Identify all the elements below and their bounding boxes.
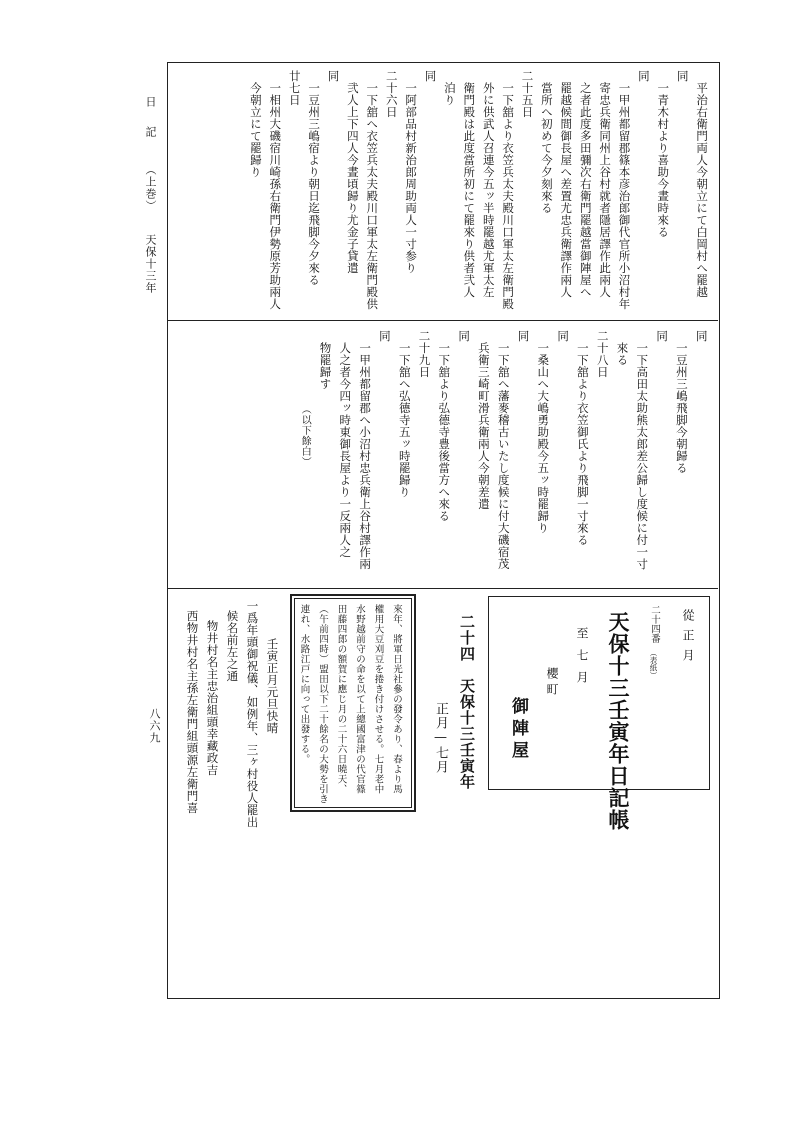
- top-entry-line: 外に供武人召連今五ッ半時罷越尤軍太左: [481, 82, 496, 298]
- title-cover-note: （表紙）: [649, 649, 658, 679]
- top-entry-line: 同: [326, 70, 341, 82]
- title-from-month: 從正月: [681, 609, 695, 669]
- header-year: 天保十三年: [144, 234, 157, 294]
- note-line: （午前四時）盟田以下二十餘名の大勢を引き: [317, 604, 328, 804]
- header-char-day: 日: [144, 96, 157, 108]
- top-entry-line: 二十五日: [520, 70, 535, 118]
- title-place-sakuramachi: 櫻町: [545, 667, 559, 699]
- top-entry-line: 泊り: [442, 82, 457, 106]
- chapter-subheading: 正月—七月: [433, 702, 448, 774]
- top-entry-line: 廿七日: [287, 70, 302, 106]
- top-entry-line: 一甲州都留郡篠本彦治郎御代官所小沼村年: [617, 82, 632, 310]
- title-cover-number: 二十四番: [649, 605, 660, 643]
- mid-entry-line: 一下舘より弘德寺豊後當方へ來る: [437, 342, 452, 522]
- mid-entry-line: 二十九日: [417, 330, 432, 378]
- note-line: 連れ、水路江戸に向って出發する。: [298, 604, 310, 764]
- mid-entry-line: 一下高田太助熊太郎差公歸し度候に付一寸: [635, 342, 650, 570]
- note-line: 田藤四郎の額賀に應じ月の二十六日曉天、: [335, 604, 347, 794]
- mid-entry-line: 來る: [615, 342, 630, 366]
- top-entry-line: 同: [423, 70, 438, 82]
- mid-entry-line: 同: [694, 330, 709, 342]
- top-entry-line: 衛門殿は此度當所初にて罷來り供者弐人: [462, 82, 477, 298]
- mid-entry-line: 一豆州三嶋飛脚今朝歸る: [674, 342, 689, 474]
- header-volume: （上巻）: [144, 164, 157, 212]
- mid-entry-line: 一下舘より衣笠御氏より飛脚一寸來る: [575, 342, 590, 546]
- top-entry-line: 今朝立にて罷歸り: [248, 82, 263, 178]
- mid-entry-line: 一下舘へ藩麥稽古いたし度候に付大磯宿茂: [496, 342, 511, 570]
- mid-entry-line: 同: [655, 330, 670, 342]
- note-line: 權用大豆刈豆を捲き付けさせる。七月老中: [372, 604, 384, 794]
- top-entry-line: 一相州大磯宿川崎孫右衛門伊勢原芳助兩人: [268, 82, 283, 310]
- top-entry-line: 同: [636, 70, 651, 82]
- top-entry-line: 當所へ初めて今夕刻來る: [539, 82, 554, 214]
- entry-line: 壬寅正月元旦快晴: [265, 638, 280, 734]
- top-entry-line: 一下舘より衣笠兵太夫殿川口軍太左衛門殿: [501, 82, 516, 310]
- top-entry-line: 平治右衛門両人今朝立にて白岡村へ罷越: [695, 82, 710, 298]
- mid-entry-line: 一下舘へ弘德寺五ッ時罷歸り: [397, 342, 412, 498]
- top-entry-line: 同: [675, 70, 690, 82]
- top-entry-line: 一青木村より喜助今晝時來る: [656, 82, 671, 238]
- mid-entry-line: （以下餘白）: [299, 404, 311, 467]
- note-text: [294, 600, 410, 804]
- top-entry-line: 之者此度多田彌次右衛門罷越當御陣屋へ: [578, 82, 593, 298]
- mid-entry-line: 同: [457, 330, 472, 342]
- mid-entry-line: 一甲州都留郡へ小沼村忠兵衛上谷村譯作兩: [358, 342, 373, 570]
- entry-text: [170, 596, 286, 896]
- mid-entry-line: 同: [556, 330, 571, 342]
- title-box: [488, 596, 710, 831]
- mid-entry-line: 二十八日: [595, 330, 610, 378]
- entry-line: 候名前左之通: [225, 610, 240, 682]
- section-divider-lower: [167, 588, 718, 589]
- diary-main-title: 天保十三壬寅年日記帳: [606, 611, 631, 831]
- mid-entry-line: 物罷歸す: [318, 342, 333, 390]
- top-section: [170, 66, 715, 316]
- top-entry-line: 罷越候間御長屋へ差置尤忠兵衛譯作兩人: [559, 82, 574, 298]
- running-header: [140, 96, 162, 316]
- page-number: 八六九: [148, 708, 161, 744]
- title-to-month: 至七月: [575, 627, 589, 693]
- section-divider-upper: [167, 320, 718, 321]
- mid-entry-line: 兵衛三崎町滑兵衛兩人今朝差遣: [476, 342, 491, 510]
- note-line: 來年、將軍日光社參の發令あり、春より馬: [391, 604, 402, 794]
- top-entry-line: 二十六日: [384, 70, 399, 118]
- top-entry-line: 弐人上下四人今晝頃歸り尤金子貸遣: [345, 82, 360, 274]
- top-entry-line: 一阿部品村新治郎周助両人一寸参り: [404, 82, 419, 274]
- mid-entry-line: 一桑山へ大嶋勇助殿今五ッ時罷歸り: [536, 342, 551, 534]
- entry-line: 西物井村名主孫左衛門組頭源左衛門喜: [185, 610, 200, 814]
- title-place-jinya: 御陣屋: [508, 697, 528, 763]
- entry-line: 物井村名主忠治組頭幸藏政吉: [205, 620, 220, 776]
- top-entry-line: 一豆州三嶋宿より朝日迄飛脚今夕來る: [307, 82, 322, 286]
- mid-entry-line: 同: [377, 330, 392, 342]
- top-entry-line: 一下舘へ衣笠兵太夫殿川口軍太左衛門殿供: [365, 82, 380, 310]
- entry-line: 一爲年頭御祝儀、如例年、三ヶ村役人罷出: [245, 600, 260, 828]
- header-char-record: 記: [144, 126, 157, 138]
- chapter-heading: 二十四 天保十三壬寅年: [458, 614, 476, 790]
- mid-entry-line: 同: [516, 330, 531, 342]
- bottom-section: [170, 592, 715, 994]
- note-line: 水野越前守の命を以て上總國富津の代官篠: [354, 604, 365, 794]
- middle-section: [170, 326, 715, 584]
- top-entry-line: 寄忠兵衛同州上谷村就者隱居譯作此兩人: [598, 82, 613, 298]
- mid-entry-line: 人之者今四ッ時東御長屋より一反兩人之: [338, 342, 353, 558]
